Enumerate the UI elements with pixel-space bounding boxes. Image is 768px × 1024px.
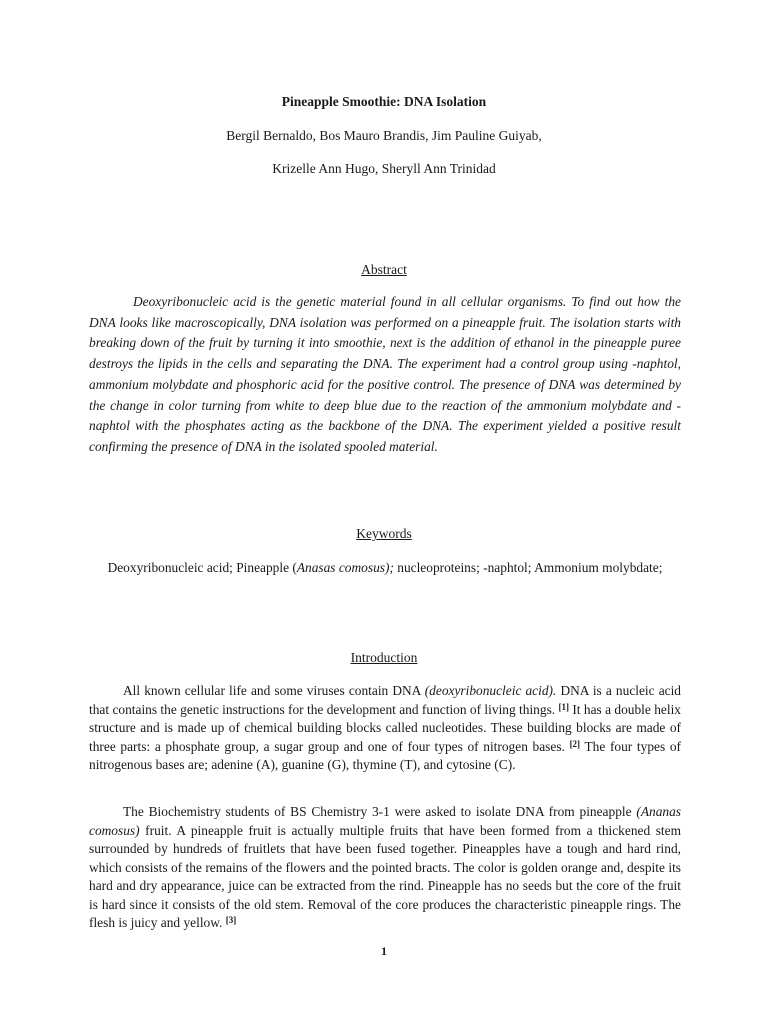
authors-line-1: Bergil Bernaldo, Bos Mauro Brandis, Jim Pauline Guiyab, (226, 128, 542, 143)
keywords-heading (0, 526, 768, 542)
intro-p2-text-a: The Biochemistry students of BS Chemistry 3-1 were asked to isolate DNA from pineapple (123, 804, 637, 819)
authors-line-2: Krizelle Ann Hugo, Sheryll Ann Trinidad (272, 161, 496, 176)
intro-p1-dna-term: (deoxyribonucleic acid). (424, 683, 557, 698)
citation-2[interactable]: [2] (569, 738, 581, 749)
introduction-paragraph-2 (89, 803, 681, 933)
introduction-paragraph-1 (89, 682, 681, 775)
introduction-heading (0, 650, 768, 666)
keywords-part-1: Deoxyribonucleic acid; Pineapple ( (107, 560, 297, 575)
citation-3[interactable]: [3] (225, 915, 237, 925)
keywords-heading-text: Keywords (356, 526, 412, 541)
abstract-heading (0, 262, 768, 278)
page-number: 1 (381, 944, 387, 958)
intro-p2-species: (Ananas comosus) (89, 804, 681, 838)
abstract-text: Deoxyribonucleic acid is the genetic material found in all cellular organisms. To find out how the DNA looks like macroscopically, DNA isolation was performed on a pineapple fruit. The isolation starts with breaking down of the fruit by turning it into smoothie, next is the addition of ethanol in the pineapple puree destroys the lipids in the cells and separating the DNA. The experiment had a control group using -naphtol, ammonium molybdate and phosphoric acid for the positive control. The presence of DNA was determined by the change in color turning from white to deep blue due to the reaction of the ammonium molybdate and -naphtol with the phosphates acting as the backbone of the DNA. The experiment yielded a positive result confirming the presence of DNA in the isolated spooled material. (89, 294, 681, 454)
keywords-part-2: nucleoproteins; -naphtol; Ammonium molybdate; (393, 560, 663, 575)
intro-p2-text-c: fruit. A pineapple fruit is actually multiple fruits that have been formed from a thickened stem surrounded by hundreds of fruitlets that have been fused together. Pineapples have a tough and hard rind, which consists of the remains of the flowers and the pointed bracts. The color is golden orange and, despite its hard and dry appearance, juice can be extracted from the rind. Pineapple has no seeds but the core of the fruit is hard since it consists of the old stem. Removal of the core produces the characteristic pineapple rings. The flesh is juicy and yellow. (89, 822, 681, 930)
intro-p1-text-a: All known cellular life and some viruses contain DNA (123, 683, 425, 698)
intro-p1-text-d: It has a double helix structure and is made up of chemical building blocks called nucleotides. These building blocks are made of three parts: a phosphate group, a sugar group and one of four types of nitrogen bases. (89, 701, 681, 754)
keywords-species: Anasas comosus); (296, 560, 394, 575)
citation-1[interactable]: [1] (558, 701, 569, 712)
paper-title: Pineapple Smoothie: DNA Isolation (281, 94, 487, 109)
intro-p1-text-c: DNA is a nucleic acid that contains the genetic instructions for the development and function of living things. (89, 683, 681, 717)
intro-p1-text-e: The four types of nitrogenous bases are; adenine (A), guanine (G), thymine (T), and cytosine (C). (89, 738, 681, 772)
abstract-heading-text: Abstract (361, 262, 407, 277)
introduction-heading-text: Introduction (350, 650, 418, 665)
keywords-text (96, 558, 674, 579)
